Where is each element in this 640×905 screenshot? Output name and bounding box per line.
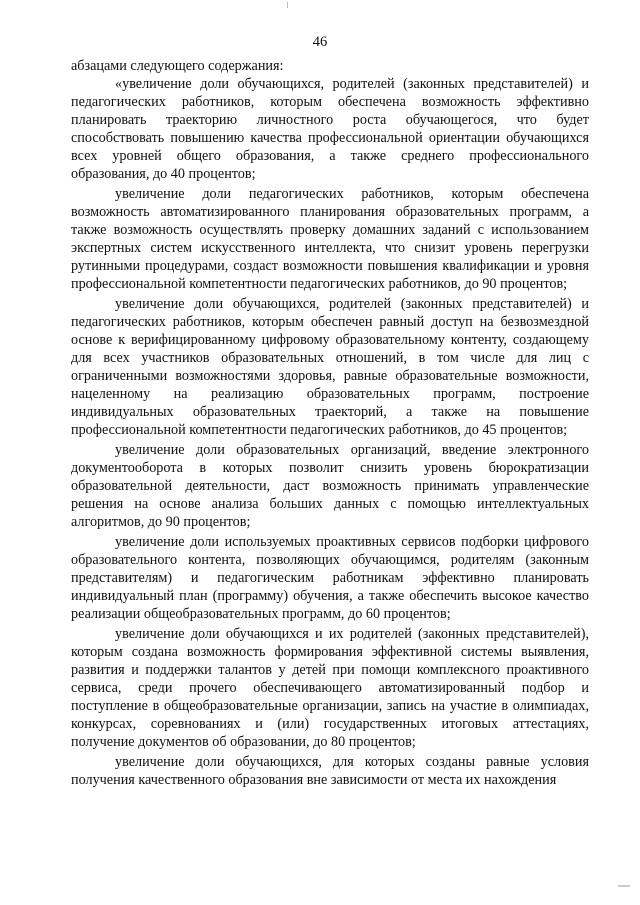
paragraph-5: увеличение доли используемых проактивных сервисов подборки цифрового образовательного контента, позволяющих обучающимся, родителям (законным представителям) и педагогическим работникам эффективно планировать индивидуальный план (программу) обучения, а также обеспечить высокое качество реализации общеобразовательных программ, до 60 процентов; [71, 534, 589, 622]
scan-tick-mark [287, 2, 288, 8]
scan-corner-mark [618, 885, 630, 887]
paragraph-1: «увеличение доли обучающихся, родителей (законных представителей) и педагогических работников, которым обеспечена возможность эффективно планировать траекторию личностного роста обучающегося, что будет способствовать повышению качества профессиональной ориентации обучающихся всех уровней общего образования, а также среднего профессионального образования, до 40 процентов; [71, 76, 589, 182]
paragraph-2: увеличение доли педагогических работников, которым обеспечена возможность автоматизированного планирования образовательных программ, а также возможность осуществлять проверку домашних заданий с использованием экспертных систем искусственного интеллекта, что снизит уровень перегрузки рутинными процедурами, создаст возможности повышения квалификации и уровня профессиональной компетентности педагогических работников, до 90 процентов; [71, 186, 589, 292]
paragraph-7: увеличение доли обучающихся, для которых созданы равные условия получения качественного образования вне зависимости от места их нахождения [71, 754, 589, 788]
paragraph-4: увеличение доли образовательных организаций, введение электронного документооборота в которых позволит снизить уровень бюрократизации образовательной деятельности, даст возможность принимать управленческие решения на основе анализа больших данных с помощью интеллектуальных алгоритмов, до 90 процентов; [71, 442, 589, 530]
page-number: 46 [312, 34, 328, 50]
paragraph-6: увеличение доли обучающихся и их родителей (законных представителей), которым создана возможность формирования эффективной системы выявления, развития и поддержки талантов у детей при помощи комплексного проактивного сервиса, среди прочего обеспечивающего автоматизированный подбор и поступление в общеобразовательные организации, запись на участие в олимпиадах, конкурсах, соревнованиях и (или) государственных итоговых аттестациях, получение документов об образовании, до 80 процентов; [71, 626, 589, 750]
intro-line: абзацами следующего содержания: [71, 58, 284, 74]
paragraph-3: увеличение доли обучающихся, родителей (законных представителей) и педагогических работников, которым обеспечен равный доступ на безвозмездной основе к верифицированному цифровому образовательному контенту, создающему для всех участников образовательных отношений, в том числе для лиц с ограниченными возможностями здоровья, равные образовательные возможности, нацеленному на реализацию образовательных программ, построение индивидуальных образовательных траекторий, а также на повышение профессиональной компетентности педагогических работников, до 45 процентов; [71, 296, 589, 438]
document-body [71, 57, 589, 789]
